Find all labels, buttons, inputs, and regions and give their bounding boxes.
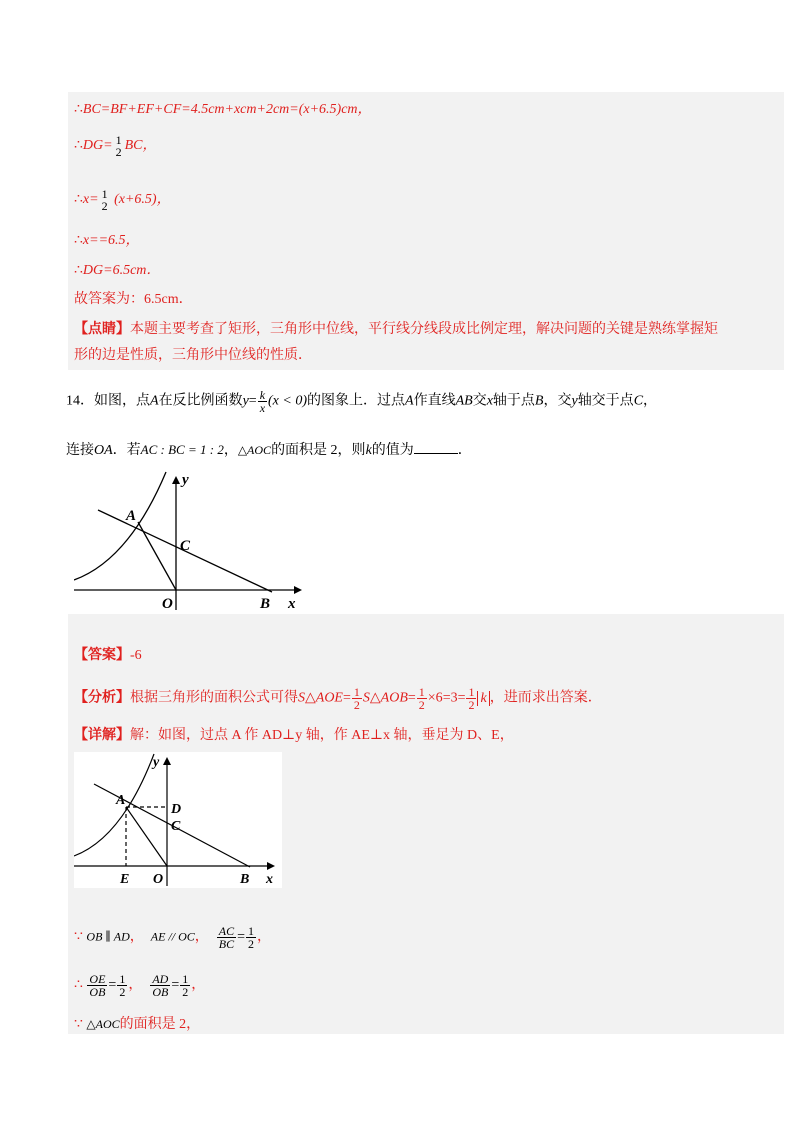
- question-text: ，交: [543, 393, 572, 409]
- fraction-den: OB: [89, 985, 106, 999]
- therefore-symbol: ∴: [74, 102, 83, 117]
- comma: ，: [257, 929, 271, 945]
- because-line-2: [74, 1015, 200, 1034]
- solution-line-2: [74, 134, 156, 158]
- fraction-den: 2: [468, 698, 475, 712]
- x-axis-arrow: [294, 586, 302, 594]
- question-text: 轴交于点: [577, 393, 634, 409]
- fraction-num: 1: [468, 685, 475, 699]
- bc-equation: BC=BF+EF+CF=4.5cm+xcm+2cm=(x+6.5)cm，: [82, 102, 372, 117]
- comment-line-2: 形的边是性质，三角形中位线的性质．: [74, 348, 312, 363]
- segment-oa: [126, 807, 167, 866]
- fraction-half: [114, 134, 124, 158]
- therefore-symbol: ∴: [74, 977, 83, 993]
- area-statement: 的面积是 2，: [119, 1017, 201, 1032]
- triangle-aoc: △AOC: [237, 443, 272, 457]
- ob-parallel-ad: OB ∥ AD: [86, 929, 130, 944]
- dg-lhs: DG=: [82, 138, 113, 154]
- figure-solution: [74, 752, 282, 888]
- label-x: x: [288, 596, 296, 612]
- fraction-num: 1: [248, 924, 254, 938]
- final-answer-line: 故答案为：6.5cm．: [74, 292, 193, 307]
- fraction-num: AC: [218, 924, 235, 938]
- x-value: x==6.5，: [82, 233, 140, 248]
- fraction-half: [117, 973, 127, 998]
- detail-tag: 【详解】: [74, 728, 130, 743]
- hyperbola-curve: [74, 754, 154, 856]
- axis-y-text: y: [571, 393, 578, 409]
- label-a: A: [126, 508, 137, 524]
- question-text: 作直线: [413, 393, 456, 409]
- label-c: C: [180, 538, 191, 554]
- analysis-text: ，进而求出答案．: [489, 690, 602, 706]
- because-line-1: ∵ OB ∥ AD， AE // OC， $\frac{AC}{BC}$ = $\frac{1}{2}$ ，: [74, 924, 271, 951]
- fraction-num: k: [259, 388, 266, 402]
- label-x: x: [266, 872, 273, 887]
- solution-line-3: [74, 188, 171, 212]
- answer-tag: 【答案】: [74, 648, 130, 663]
- times-six: ×6: [427, 690, 443, 706]
- x-axis-arrow: [267, 862, 275, 870]
- point-a: A: [405, 393, 414, 409]
- fraction-den: BC: [218, 937, 235, 951]
- hyperbola-curve: [74, 472, 166, 580]
- detail-line: [74, 727, 514, 745]
- answer-line: [74, 647, 142, 665]
- point-b: B: [534, 393, 544, 409]
- comma: ，: [191, 977, 206, 993]
- analysis-line: [74, 686, 602, 711]
- fraction-num: 1: [119, 972, 126, 986]
- segment-oa: OA: [94, 443, 113, 458]
- fraction-half: [417, 686, 427, 711]
- x-lhs: x=: [82, 192, 99, 208]
- fraction-ac-bc: [217, 925, 236, 950]
- label-o: O: [162, 596, 173, 612]
- fraction-half: [180, 973, 190, 998]
- analysis-text: 根据三角形的面积公式可得: [130, 690, 298, 706]
- solution-line-5: [74, 262, 160, 280]
- dg-value: DG=6.5cm．: [82, 263, 161, 278]
- dg-rhs: BC，: [124, 138, 157, 154]
- area-aob: S△AOB: [362, 690, 408, 706]
- label-o: O: [153, 872, 164, 887]
- fraction-den: 2: [353, 698, 360, 712]
- answer-value: -6: [130, 648, 142, 663]
- detail-text: 解：如图，过点 A 作 AD⊥y 轴，作 AE⊥x 轴，垂足为 D、E，: [130, 728, 514, 743]
- question-text: 连接: [66, 443, 94, 458]
- fraction-half: [352, 686, 362, 711]
- fraction-den: 2: [119, 985, 126, 999]
- question-text: ．若: [112, 443, 141, 458]
- function-fraction: [258, 389, 267, 414]
- label-y: y: [182, 472, 189, 488]
- k-symbol: k: [365, 443, 372, 458]
- fraction-den: 2: [101, 199, 108, 213]
- label-b: B: [260, 596, 271, 612]
- question-text: ．: [457, 443, 472, 458]
- fraction-num: 1: [182, 972, 189, 986]
- ratio-ac-bc: AC : BC = 1 : 2: [140, 442, 224, 457]
- solution-line-1: [74, 101, 372, 119]
- fraction-den: 2: [418, 698, 425, 712]
- fraction-den: x: [259, 401, 266, 415]
- question-text: ，: [223, 443, 238, 458]
- label-a: A: [116, 793, 126, 808]
- solution-line-4: [74, 232, 140, 250]
- analysis-tag: 【分析】: [74, 690, 130, 706]
- abs-k: k: [477, 691, 489, 706]
- segment-oa: [138, 522, 176, 590]
- equals-three: =3=: [442, 690, 466, 706]
- therefore-line: ∴ $\frac{OE}{OB}$ = $\frac{1}{2}$ ， $\frac{AD}{OB}$ = $\frac{1}{2}$ ，: [74, 972, 206, 999]
- answer-blank: [414, 441, 458, 454]
- fraction-num: 1: [353, 685, 360, 699]
- equals: =: [342, 690, 351, 706]
- triangle-aoc: △AOC: [86, 1017, 120, 1031]
- question-text: 在反比例函数: [158, 393, 243, 409]
- ae-parallel-oc: AE // OC: [150, 929, 195, 944]
- because-symbol: ∵: [74, 1017, 83, 1032]
- comment-text-1: 本题主要考查了矩形，三角形中位线，平行线分线段成比例定理，解决问题的关键是熟练掌握矩: [130, 322, 718, 337]
- line-ab: AB: [455, 393, 473, 409]
- fraction-den: 2: [115, 145, 122, 159]
- question-text: 的图象上．过点: [307, 393, 406, 409]
- label-e: E: [120, 872, 130, 887]
- label-d: D: [171, 802, 182, 817]
- comment-tag: 【点睛】: [74, 322, 130, 337]
- axis-x-text: x: [486, 393, 493, 409]
- question-text: 交: [472, 393, 487, 409]
- comma: ，: [128, 977, 143, 993]
- because-symbol: ∵: [74, 929, 83, 945]
- therefore-symbol: ∴: [74, 233, 83, 248]
- comma: ，: [194, 929, 209, 945]
- function-y: y: [242, 393, 249, 409]
- equals: =: [407, 690, 416, 706]
- fraction-num: 1: [115, 133, 122, 147]
- therefore-symbol: ∴: [74, 192, 83, 208]
- fraction-den: 2: [248, 937, 254, 951]
- question-line-2: [66, 441, 472, 460]
- point-a: A: [150, 393, 159, 409]
- fraction-num: 1: [418, 685, 425, 699]
- area-aoe: S△AOE: [298, 690, 343, 706]
- label-c: C: [171, 819, 181, 834]
- therefore-symbol: ∴: [74, 138, 83, 154]
- fraction-den: OB: [152, 985, 169, 999]
- fraction-oe-ob: [87, 973, 107, 998]
- question-text: 轴于点: [492, 393, 535, 409]
- therefore-symbol: ∴: [74, 263, 83, 278]
- function-equals: =: [248, 393, 257, 409]
- fraction-ad-ob: [150, 973, 170, 998]
- question-text: 的值为: [371, 443, 414, 458]
- label-y: y: [153, 755, 160, 770]
- comma: ，: [129, 929, 144, 945]
- question-text: ，: [643, 393, 658, 409]
- question-number: 14．: [66, 393, 94, 409]
- question-text: 的面积是 2，则: [271, 443, 366, 458]
- fraction-num: 1: [101, 187, 108, 201]
- question-text: 如图，点: [94, 393, 150, 409]
- fraction-num: AD: [152, 972, 169, 986]
- y-axis-arrow: [163, 757, 171, 765]
- point-c: C: [633, 393, 644, 409]
- y-axis-arrow: [172, 476, 180, 484]
- fraction-num: OE: [89, 972, 106, 986]
- fraction-half: [100, 188, 110, 212]
- figure-question: [74, 470, 314, 615]
- question-line-1: [66, 389, 657, 414]
- label-b: B: [240, 872, 250, 887]
- fraction-half: [466, 686, 476, 711]
- comment-line-1: [74, 321, 718, 339]
- fraction-den: 2: [182, 985, 189, 999]
- x-rhs: (x+6.5)，: [114, 192, 171, 208]
- function-domain: (x < 0): [268, 393, 308, 409]
- fraction-half: [246, 925, 256, 950]
